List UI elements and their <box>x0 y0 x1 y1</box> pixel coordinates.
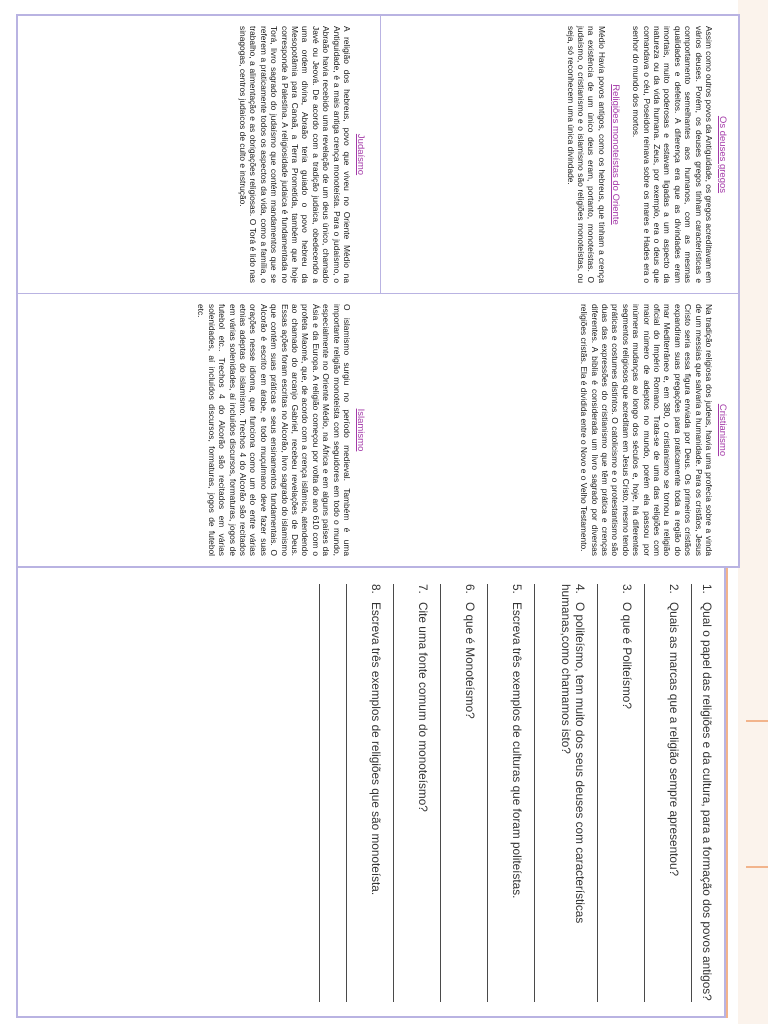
section-body: A religião dos hebreus, povo que viveu no Oriente Médio na Antiguidade, é a mais antiga crença monoteísta. Para o judaísmo, o Abraão havia recebido uma revelação de um deus único, chamado Javé ou Jeová. De acordo com a tradição judaica, obedecendo a uma ordem divina, Abraão teria guiado o povo hebreu da Mesopotâmia para Canaã, a Terra Prometida, também que hoje corresponde à Palestina. A religiosidade judaica é fundamentada no Torá, livro sagrado do judaísmo que contém mandamentos que se referem a praticamente todos os aspectos da vida, como a família, o trabalho, a alimentação e as obrigações religiosas. O Torá é lido nas sinagogas, centros judaicos de culto e instrução. <box>237 26 352 283</box>
answer-line[interactable] <box>597 584 598 1002</box>
section-title: Islamismo <box>355 408 366 452</box>
section-deuses-gregos <box>380 16 738 293</box>
answer-line[interactable] <box>691 584 692 1002</box>
orange-border-tick <box>746 866 768 868</box>
question-item <box>463 584 477 1002</box>
answer-line[interactable] <box>346 584 347 1002</box>
answer-line[interactable] <box>319 584 320 1002</box>
question-number: 6. <box>463 584 477 594</box>
section-title: Cristianismo <box>717 403 728 457</box>
question-text: Escreva três exemplos de culturas que foram politeístas. <box>510 602 524 899</box>
question-text: Escreva três exemplos de religiões que são monoteísta. <box>369 602 383 896</box>
question-item <box>700 584 714 1002</box>
section-title: Judaísmo <box>355 133 366 176</box>
question-item <box>510 584 524 1002</box>
section-body: Médio Havia povos antigos, como os hebreus, que tinham a crença na existência de um único deus eram, portanto, monoteístas. O judaísmo, o cristianismo e o islamismo são religiões monoteístas, ou seja, só reconhecem uma única divindade. <box>565 26 607 283</box>
question-text: Cite uma fonte comum do monoteísmo? <box>416 602 430 812</box>
question-item <box>416 584 430 1002</box>
text-panel <box>16 14 740 568</box>
section-body: Na tradição religiosa dos judeus, havia uma profecia sobre a vinda de um messias que salvaria a humanidade. Para os cristãos, Jesus Cristo seria essa figura enviada por Deus. Os primeiros cristãos expandiram suas pregações para praticamente toda a região do mar Mediterrâneo e, em 380, o cristianismo se tornou a religião oficial do Império Romano. Trata-se de uma das religiões com maior número de adeptos no mundo, porém ela passou por inúmeras mudanças ao longo dos séculos e, hoje, há diferentes segmentos religiosos que acreditam em Jesus Cristo, mesmo tendo práticas e costumes distintos. O catolicismo e o protestantismo são duas das expressões do cristianismo que têm prática e crenças diferentes. A bíblia é considerada um livro sagrado por diversas religiões cristãs. Ela é dividida entre o Novo e o Velho Testamento. <box>579 304 714 556</box>
question-text: O que é Monoteísmo? <box>463 602 477 719</box>
orange-border-tick <box>746 720 768 722</box>
question-number: 1. <box>700 584 714 594</box>
question-number: 4. <box>573 584 587 594</box>
question-item <box>559 584 587 1002</box>
question-text: Qual o papel das religiões e da cultura, para a formação dos povos antigos? <box>700 602 714 1001</box>
answer-line[interactable] <box>487 584 488 1002</box>
question-number: 2. <box>667 584 681 594</box>
answer-line[interactable] <box>534 584 535 1002</box>
question-number: 8. <box>369 584 383 594</box>
question-text: Quais as marcas que a religião sempre apresentou? <box>667 602 681 877</box>
section-judaismo <box>18 16 376 293</box>
section-body: O islamismo surgiu no período medieval. Também é uma importante religião monoteísta com seguidores em todo o mundo, especialmente no Oriente Médio, na África e em alguns países da Ásia e da Europa. A religião começou por volta do ano 610 com o profeta Maomé, que, de acordo com a crença islâmica, atendendo ao chamado do arcanjo Gabriel, recebeu revelações de Deus. Essas ações foram escritas no Alcorão, livro sagrado do islamismo que contém suas práticas e seus ensinamentos fundamentais. O Alcorão é escrito em árabe, e todo muçulmano deve fazer suas orações nesse idioma, que funciona como um elo entre várias etnias adeptas do islamismo. Trechos 4 do Alcorão são recitados em várias solenidades, aí incluídos discursos, formaturas, jogos de futebol etc.. Trechos 4 do Alcorão são recitados em várias solenidades, aí incluídos discursos, formaturas, jogos de futebol etc. <box>196 304 352 556</box>
question-text: O que é Politeísmo? <box>620 602 634 709</box>
question-item <box>620 584 634 1002</box>
question-item <box>667 584 681 1002</box>
answer-line[interactable] <box>644 584 645 1002</box>
section-cristianismo <box>376 293 738 566</box>
question-number: 3. <box>620 584 634 594</box>
question-text: O politeísmo, tem muito dos seus deuses com características humanas,como chamamos isto? <box>559 584 587 924</box>
section-islamismo <box>18 293 376 566</box>
questions-panel <box>16 566 726 1018</box>
question-item <box>369 584 383 1002</box>
orange-border-frame <box>726 568 768 1018</box>
section-title: Religiões monoteístas do Oriente <box>609 84 621 225</box>
question-number: 5. <box>510 584 524 594</box>
question-number: 7. <box>416 584 430 594</box>
answer-line[interactable] <box>440 584 441 1002</box>
section-body: Assim como outros povos da Antiguidade, os gregos acreditavam em vários deuses. Porém, os deuses gregos tinham características e comportamento semelhantes aos humanos, com as mesmas qualidades e defeitos. A diferença era que as divindades eram imortais, muito poderosas e estavam ligadas a um aspecto da natureza ou da vida humana. Zeus, por exemplo, era o deus que comandava o céu, Poseidon reinava sobre os mares e Hades era o senhor do mundo dos mortos. <box>631 26 714 283</box>
section-title: Os deuses gregos <box>717 115 728 194</box>
answer-line[interactable] <box>393 584 394 1002</box>
